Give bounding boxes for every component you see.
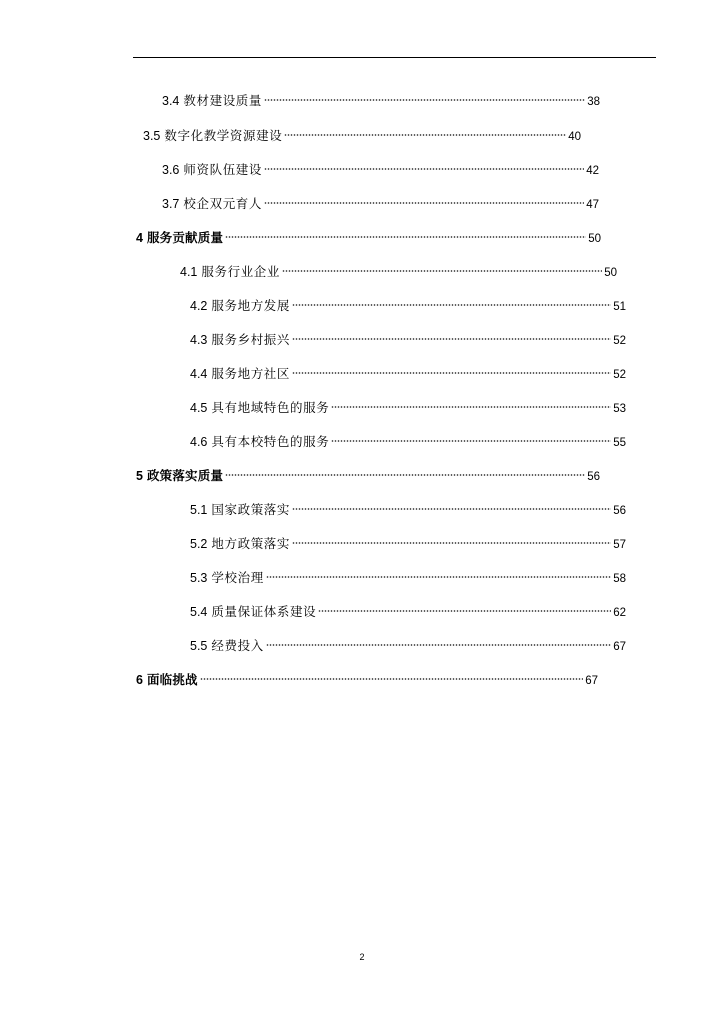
toc-entry[interactable]	[180, 263, 617, 281]
toc-entry-number: 4.5	[190, 401, 208, 415]
header-rule	[133, 57, 656, 58]
toc-entry[interactable]	[190, 637, 626, 655]
toc-entry[interactable]	[143, 127, 581, 145]
toc-entry-chapter[interactable]	[136, 671, 598, 689]
toc-entry-number: 5	[136, 469, 143, 483]
toc-entry-title: 经费投入	[211, 638, 264, 653]
toc-dot-leader	[200, 677, 583, 681]
toc-entry-chapter[interactable]	[136, 467, 600, 485]
toc-entry-page: 56	[587, 471, 600, 483]
toc-entry-title: 学校治理	[211, 570, 264, 585]
toc-entry-title: 服务乡村振兴	[211, 332, 290, 347]
toc-entry-page: 62	[613, 607, 626, 619]
toc-entry-number: 5.1	[190, 503, 208, 517]
toc-entry[interactable]	[190, 603, 626, 621]
toc-entry-number: 4.2	[190, 299, 208, 313]
toc-entry-number: 4.1	[180, 265, 198, 279]
toc-entry-page: 50	[604, 267, 617, 279]
toc-entry-number: 4.3	[190, 333, 208, 347]
toc-entry-title: 服务行业企业	[201, 264, 280, 279]
toc-entry-page: 67	[585, 675, 598, 687]
toc-entry-page: 47	[586, 199, 599, 211]
toc-entry-title: 服务地方社区	[211, 366, 290, 381]
toc-entry-number: 3.4	[162, 94, 180, 108]
toc-entry-page: 52	[613, 335, 626, 347]
toc-dot-leader	[225, 235, 586, 239]
toc-dot-leader	[331, 439, 611, 443]
toc-entry[interactable]	[162, 161, 599, 179]
toc-dot-leader	[331, 405, 611, 409]
toc-entry[interactable]	[190, 365, 626, 383]
toc-dot-leader	[292, 337, 611, 341]
toc-entry[interactable]	[190, 399, 626, 417]
toc-entry-title: 政策落实质量	[146, 468, 224, 483]
toc-dot-leader	[318, 609, 611, 613]
toc-entry-page: 53	[613, 403, 626, 415]
toc-entry-page: 57	[613, 539, 626, 551]
toc-entry-number: 3.5	[143, 129, 161, 143]
toc-entry-title: 校企双元育人	[183, 196, 262, 211]
toc-entry-title: 质量保证体系建设	[211, 604, 317, 619]
toc-entry-number: 4	[136, 231, 143, 245]
toc-entry[interactable]	[190, 433, 626, 451]
toc-entry-page: 67	[613, 641, 626, 653]
toc-entry-page: 52	[613, 369, 626, 381]
toc-dot-leader	[225, 473, 585, 477]
toc-dot-leader	[292, 541, 611, 545]
toc-entry-title: 国家政策落实	[211, 502, 290, 517]
toc-entry-number: 5.4	[190, 605, 208, 619]
toc-dot-leader	[282, 269, 602, 273]
toc-entry-page: 38	[587, 96, 600, 108]
toc-entry-number: 3.7	[162, 197, 180, 211]
toc-dot-leader	[264, 167, 584, 171]
toc-entry-title: 面临挑战	[146, 672, 198, 687]
toc-dot-leader	[264, 201, 584, 205]
toc-entry[interactable]	[190, 569, 626, 587]
toc-dot-leader	[292, 507, 611, 511]
toc-entry-page: 55	[613, 437, 626, 449]
toc-entry-number: 5.5	[190, 639, 208, 653]
toc-entry[interactable]	[190, 535, 626, 553]
toc-entry[interactable]	[162, 195, 599, 213]
toc-entry-title: 服务地方发展	[211, 298, 290, 313]
toc-entry[interactable]	[190, 331, 626, 349]
toc-entry-number: 6	[136, 673, 143, 687]
toc-dot-leader	[266, 575, 611, 579]
toc-entry-title: 具有地域特色的服务	[211, 400, 330, 415]
toc-entry-number: 4.6	[190, 435, 208, 449]
toc-entry-page: 51	[613, 301, 626, 313]
toc-entry[interactable]	[190, 297, 626, 315]
toc-entry-title: 具有本校特色的服务	[211, 434, 330, 449]
toc-dot-leader	[266, 643, 611, 647]
toc-entry-number: 4.4	[190, 367, 208, 381]
toc-entry-title: 师资队伍建设	[183, 162, 262, 177]
toc-entry-title: 服务贡献质量	[146, 230, 224, 245]
toc-entry-page: 56	[613, 505, 626, 517]
toc-entry-title: 地方政策落实	[211, 536, 290, 551]
toc-dot-leader	[264, 98, 585, 102]
toc-entry[interactable]	[162, 92, 600, 110]
toc-entry-chapter[interactable]	[136, 229, 601, 247]
toc-dot-leader	[284, 133, 566, 137]
toc-entry-page: 42	[586, 165, 599, 177]
toc-dot-leader	[292, 303, 611, 307]
toc-entry-number: 3.6	[162, 163, 180, 177]
toc-dot-leader	[292, 371, 611, 375]
toc-entry-title: 数字化教学资源建设	[164, 128, 283, 143]
toc-entry-number: 5.2	[190, 537, 208, 551]
toc-entry-page: 50	[588, 233, 601, 245]
toc-entry-number: 5.3	[190, 571, 208, 585]
toc-entry[interactable]	[190, 501, 626, 519]
toc-entry-page: 58	[613, 573, 626, 585]
toc-entry-title: 教材建设质量	[183, 93, 262, 108]
page-number: 2	[359, 952, 365, 962]
toc-entry-page: 40	[568, 131, 581, 143]
